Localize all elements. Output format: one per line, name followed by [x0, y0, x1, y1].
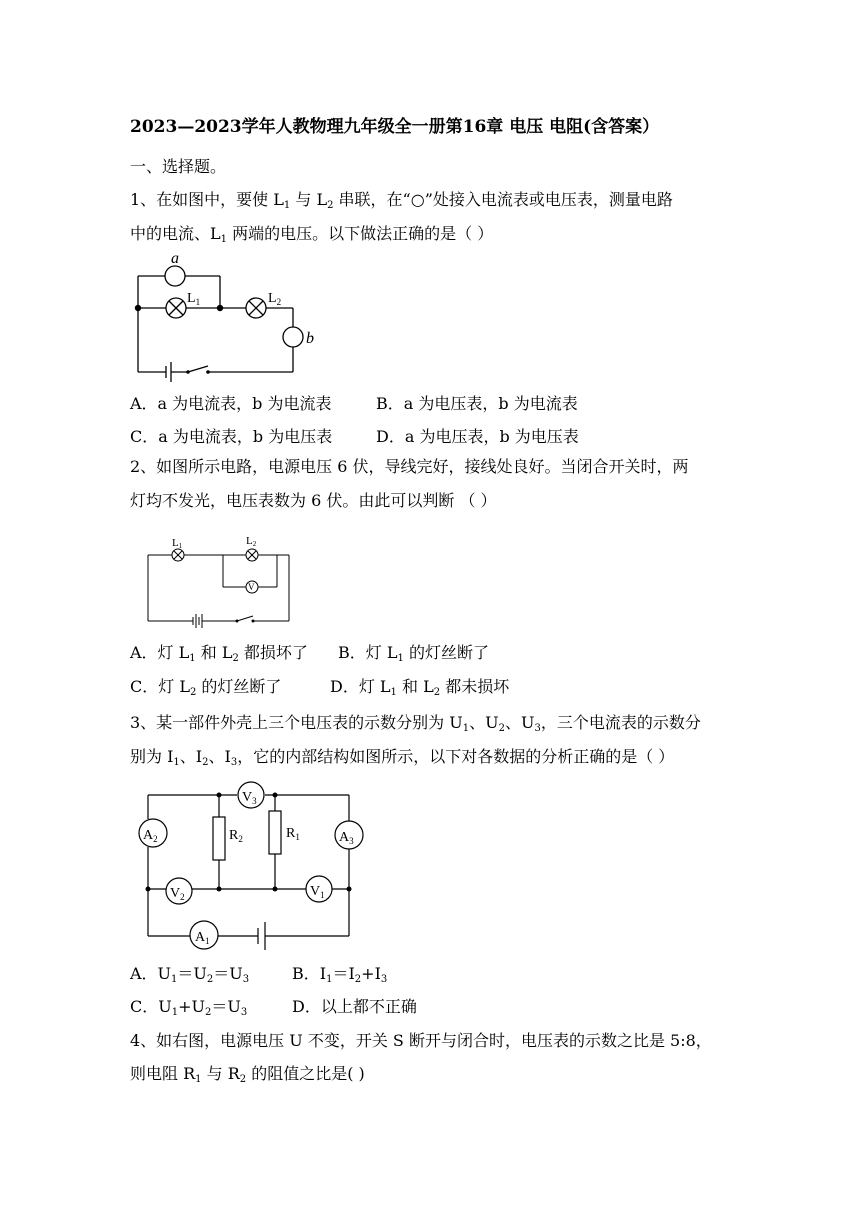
q3-stem-line2: 别为 $I_1$、$I_2$、$I_3$，它的内部结构如图所示，以下对各数据的分析正确的是（ ） — [130, 747, 675, 768]
q1-lamp2-label: $L_2$ — [268, 291, 282, 307]
q1-circuit-diagram — [128, 250, 328, 385]
q3-option-d[interactable]: D．以上都不正确 — [292, 997, 417, 1016]
q1-option-b[interactable]: B．a 为电压表，b 为电流表 — [376, 394, 578, 413]
q1-meter-a-label: a — [171, 250, 179, 267]
q2-stem-line1: 2、如图所示电路，电源电压 6 伏，导线完好，接线处良好。当闭合开关时，两 — [130, 457, 689, 476]
q3-option-c[interactable]: C．$U_1+U_2=U_3$ — [130, 997, 248, 1018]
q3-v1-label: $V_1$ — [310, 884, 325, 900]
q3-circuit-diagram — [131, 781, 371, 946]
q3-r1-label: $R_1$ — [286, 826, 300, 842]
q3-stem-line1: 3、某一部件外壳上三个电压表的示数分别为 $U_1$、$U_2$、$U_3$，三个电流表的示数分 — [130, 713, 701, 734]
q3-a1-label: $A_1$ — [195, 930, 210, 946]
page-title: 2023—2023学年人教物理九年级全一册第16章 电压 电阻(含答案） — [130, 117, 660, 137]
q3-v3-label: $V_3$ — [242, 790, 257, 806]
q3-v2-label: $V_2$ — [170, 886, 185, 902]
q1-stem-line1: 1、在如图中，要使 $L_1$ 与 $L_2$ 串联，在“○”处接入电流表或电压表，测量电路 — [130, 190, 673, 211]
section-heading: 一、选择题。 — [130, 157, 227, 176]
q2-circuit-diagram — [145, 531, 295, 631]
q2-option-a[interactable]: A．灯 $L_1$ 和 $L_2$ 都损坏了 — [130, 643, 308, 664]
q2-option-d[interactable]: D．灯 $L_1$ 和 $L_2$ 都未损坏 — [330, 677, 510, 698]
q1-option-c[interactable]: C．a 为电流表，b 为电压表 — [130, 427, 333, 446]
q1-lamp1-label: $L_1$ — [187, 291, 201, 307]
q3-a3-label: $A_3$ — [339, 830, 354, 846]
q2-voltmeter-label: V — [248, 582, 255, 592]
q2-option-c[interactable]: C．灯 $L_2$ 的灯丝断了 — [130, 677, 282, 698]
q3-r2-label: $R_2$ — [229, 828, 243, 844]
q2-option-b[interactable]: B．灯 $L_1$ 的灯丝断了 — [338, 643, 489, 664]
q3-option-b[interactable]: B．$I_1=I_2+I_3$ — [292, 964, 388, 985]
q3-a2-label: $A_2$ — [143, 828, 158, 844]
q2-stem-line2: 灯均不发光，电压表数为 6 伏。由此可以判断 （ ） — [130, 491, 497, 510]
q1-option-a[interactable]: A．a 为电流表，b 为电流表 — [130, 394, 332, 413]
q1-option-d[interactable]: D．a 为电压表，b 为电压表 — [376, 427, 579, 446]
q1-meter-b-label: b — [306, 330, 314, 347]
q2-lamp2-label: L2 — [246, 535, 257, 548]
q4-stem-line2: 则电阻 $R_1$ 与 $R_2$ 的阻值之比是( ) — [130, 1064, 365, 1085]
q1-stem-line2: 中的电流、$L_1$ 两端的电压。以下做法正确的是（ ） — [130, 224, 494, 245]
q4-stem-line1: 4、如右图，电源电压 U 不变，开关 S 断开与闭合时，电压表的示数之比是 5:8， — [130, 1031, 712, 1050]
q3-option-a[interactable]: A．$U_1=U_2=U_3$ — [130, 964, 250, 985]
q2-lamp1-label: L1 — [172, 537, 183, 550]
